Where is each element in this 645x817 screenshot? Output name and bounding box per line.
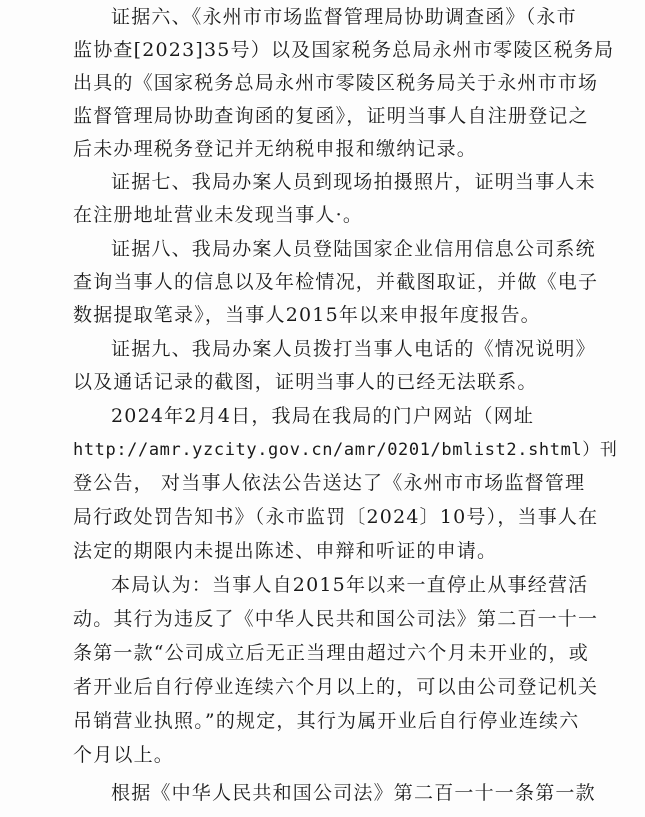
text-line: 证据八、我局办案人员登陆国家企业信用信息公司系统 <box>111 238 596 260</box>
text-line: 后未办理税务登记并无纳税申报和缴纳记录。 <box>73 138 478 160</box>
text-line: 证据七、我局办案人员到现场拍摄照片，证明当事人未 <box>111 171 596 193</box>
text-line: 登公告， 对当事人依法公告送达了《永州市市场监督管理 <box>73 472 586 494</box>
text-line: 查询当事人的信息以及年检情况，并截图取证，并做《电子 <box>73 271 599 293</box>
text-line: 者开业后自行停业连续六个月以上的，可以由公司登记机关 <box>73 676 599 698</box>
text-line: 条第一款“公司成立后无正当理由超过六个月未开业的，或 <box>73 642 589 664</box>
text-line: 法定的期限内未提出陈述、申辩和听证的申请。 <box>73 540 498 562</box>
text-line: 监督管理局协助查询函的复函》，证明当事人自注册登记之 <box>73 105 589 127</box>
text-line: 2024年2月4日，我局在我局的门户网站（网址 <box>111 405 535 427</box>
text-line: 以及通话记录的截图，证明当事人的已经无法联系。 <box>73 371 538 393</box>
text-line: 动。其行为违反了《中华人民共和国公司法》第二百一十一 <box>73 608 599 630</box>
text-line-url: http://amr.yzcity.gov.cn/amr/0201/bmlist2.shtml）刊 <box>73 440 618 460</box>
text-line: 吊销营业执照。”的规定，其行为属开业后自行停业连续六 <box>73 710 580 732</box>
text-line: 出具的《国家税务总局永州市零陵区税务局关于永州市市场 <box>73 72 599 94</box>
text-line: 根据《中华人民共和国公司法》第二百一十一条第一款 <box>111 782 596 804</box>
text-line: 数据提取笔录》，当事人2015年以来申报年度报告。 <box>73 304 541 326</box>
text-line: 证据六、《永州市市场监督管理局协助调查函》（永市 <box>111 6 577 28</box>
text-line: 证据九、我局办案人员拨打当事人电话的《情况说明》 <box>111 338 596 360</box>
text-line: 监协查[2023]35号）以及国家税务总局永州市零陵区税务局 <box>73 39 615 61</box>
text-line: 个月以上。 <box>73 744 175 766</box>
text-line: 局行政处罚告知书》（永市监罚〔2024〕10号），当事人在 <box>73 506 599 528</box>
text-line: 本局认为：当事人自2015年以来一直停止从事经营活 <box>111 574 589 596</box>
text-line: 在注册地址营业未发现当事人·。 <box>73 204 364 226</box>
